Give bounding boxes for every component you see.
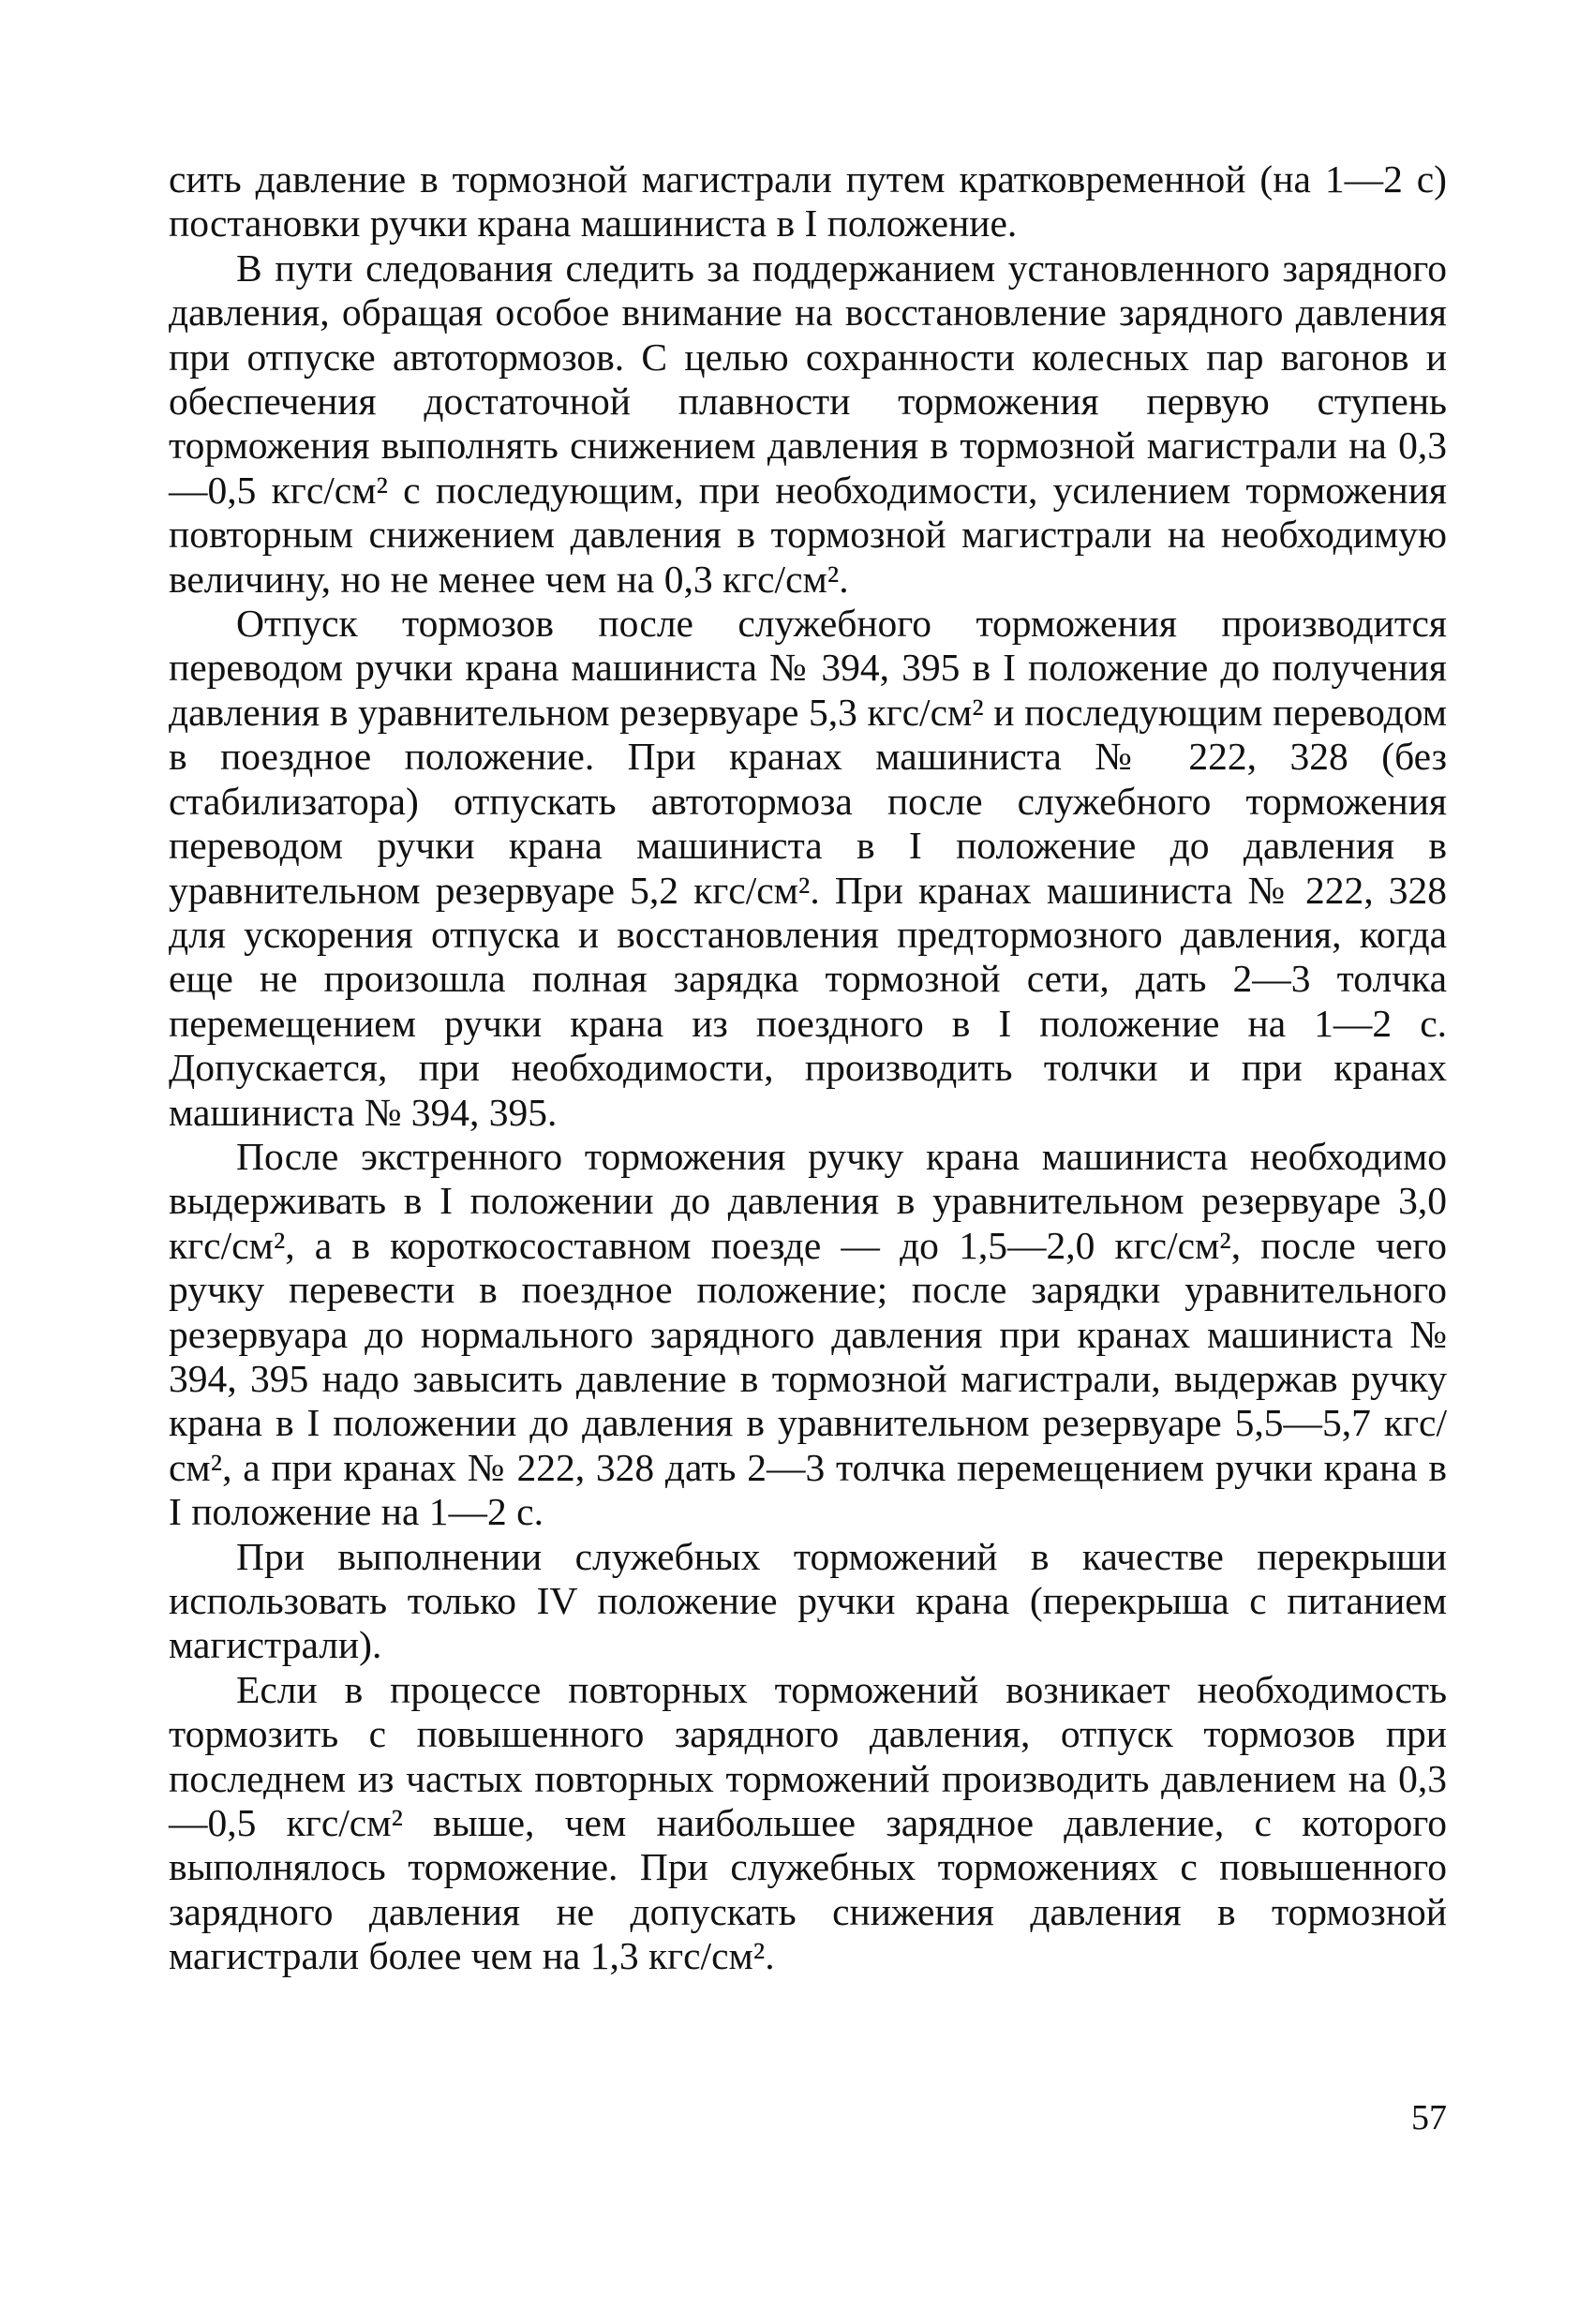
page-body [169, 157, 1447, 1979]
paragraph-repeated-braking: Если в процессе повторных торможений возникает необходимость тормозить с повышенного зарядного давления, отпуск тормозов при последнем из частых повторных торможений производить давлением на 0,3—0,5 кгс/см² выше, чем наибольшее зарядное давление, с которого выполнялось торможение. При служебных торможениях с повышенного зарядного давления не допускать снижения давления в тормозной магистрали более чем на 1,3 кгс/см². [169, 1667, 1447, 1978]
paragraph-charging-pressure: В пути следования следить за поддержанием установленного зарядного давления, обращая особое внимание на восстановление зарядного давления при отпуске автотормозов. С целью сохранности колесных пар вагонов и обеспечения достаточной плавности торможения первую ступень торможения выполнять снижением давления в тормозной магистрали на 0,3—0,5 кгс/см² с последующим, при необходимости, усилением торможения повторным снижением давления в тормозной магистрали на необходимую величину, но не менее чем на 0,3 кгс/см². [169, 246, 1447, 601]
paragraph-continuation: сить давление в тормозной магистрали путем кратковременной (на 1—2 с) постановки ручки крана машиниста в I положение. [169, 157, 1447, 246]
paragraph-emergency-braking: После экстренного торможения ручку крана машиниста необходимо выдерживать в I положении до давления в уравнительном резервуаре 3,0 кгс/см², а в короткосоставном поезде — до 1,5—2,0 кгс/см², после чего ручку перевести в поездное положение; после зарядки уравнительного резервуара до нормального зарядного давления при кранах машиниста № 394, 395 надо завысить давление в тормозной магистрали, выдержав ручку крана в I положении до давления в уравнительном резервуаре 5,5—5,7 кгс/см², а при кранах № 222, 328 дать 2—3 толчка перемещением ручки крана в I положение на 1—2 с. [169, 1134, 1447, 1534]
paragraph-brake-release: Отпуск тормозов после служебного торможения производится переводом ручки крана машиниста № 394, 395 в I положение до получения давления в уравнительном резервуаре 5,3 кгс/см² и последующим переводом в поездное положение. При кранах машиниста № 222, 328 (без стабилизатора) отпускать автотормоза после служебного торможения переводом ручки крана машиниста в I положение до давления в уравнительном резервуаре 5,2 кгс/см². При кранах машиниста № 222, 328 для ускорения отпуска и восстановления предтормозного давления, когда еще не произошла полная зарядка тормозной сети, дать 2—3 толчка перемещением ручки крана из поездного в I положение на 1—2 с. Допускается, при необходимости, производить толчки и при кранах машиниста № 394, 395. [169, 602, 1447, 1134]
page-number: 57 [1411, 2098, 1447, 2138]
paragraph-lap-position: При выполнении служебных торможений в качестве перекрыши использовать только IV положение ручки крана (перекрыша с питанием магистрали). [169, 1534, 1447, 1667]
